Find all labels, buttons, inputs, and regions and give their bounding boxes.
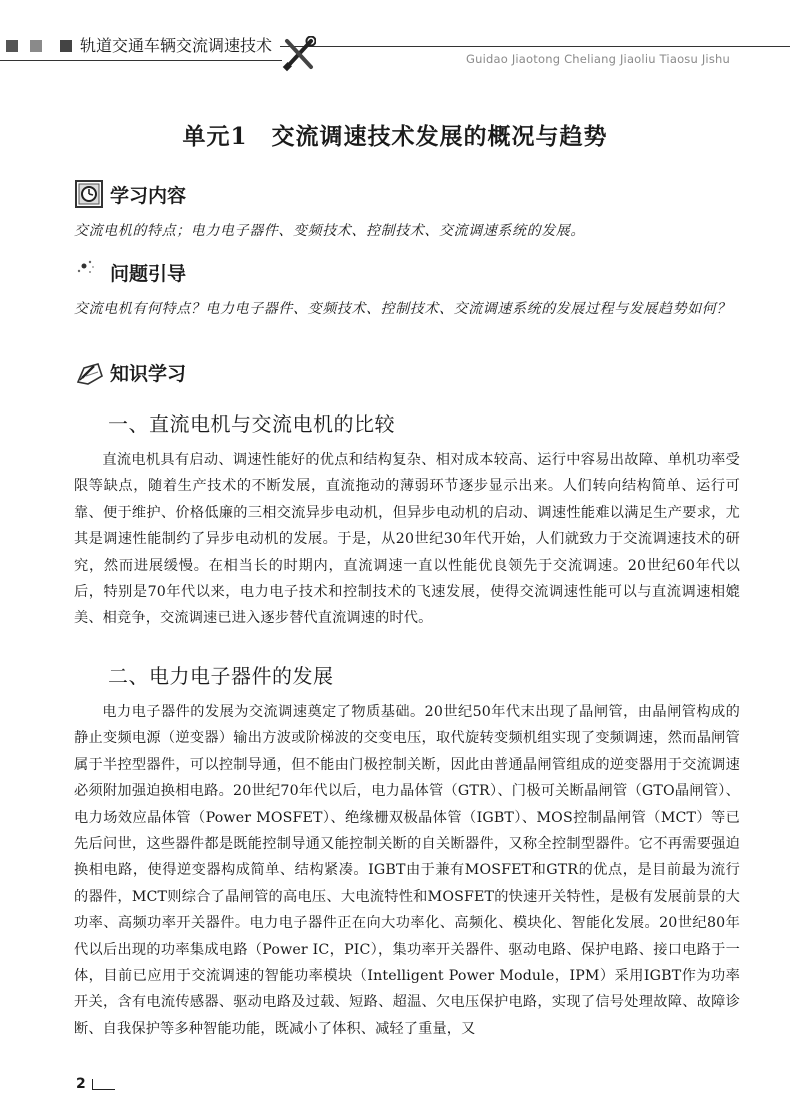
question-guide-text: 交流电机有何特点？电力电子器件、变频技术、控制技术、交流调速系统的发展过程与发展趋势如何？ — [74, 301, 731, 317]
page-number — [76, 1076, 115, 1092]
question-guide-label: 问题引导 — [110, 263, 187, 285]
book-title: 轨道交通车辆交流调速技术 — [80, 36, 273, 55]
sparkle-icon — [74, 256, 106, 288]
header-square — [60, 40, 72, 52]
running-header — [0, 36, 790, 86]
section-1-heading: 一、直流电机与交流电机的比较 — [108, 412, 395, 436]
unit-title: 单元1 交流调速技术发展的概况与趋势 — [182, 123, 608, 150]
learning-content-label: 学习内容 — [110, 185, 187, 207]
knowledge-label: 知识学习 — [110, 363, 187, 385]
header-square — [30, 40, 42, 52]
wrench-screwdriver-icon — [282, 36, 316, 72]
section-2-paragraph: 电力电子器件的发展为交流调速奠定了物质基础。20世纪50年代末出现了晶闸管，由晶闸管构成的静止变频电源（逆变器）输出方波或阶梯波的交变电压，取代旋转变频机组实现了变频调速，然而晶闸管属于半控型器件，可以控制导通，但不能由门极控制关断，因此由普通晶闸管组成的逆变器用于交流调速必须附加强迫换相电路。20世纪70年代以后，电力晶体管（GTR）、门极可关断晶闸管（GTO晶闸管）、电力场效应晶体管（Power MOSFET）、绝缘栅双极晶体管（IGBT）、MOS控制晶闸管（MCT）等已先后问世，这些器件都是既能控制导通又能控制关断的自关断器件，又称全控制型器件。它不再需要强迫换相电路，使得逆变器构成简单、结构紧凑。IGBT由于兼有MOSFET和GTR的优点，是目前最为流行的器件，MCT则综合了晶闸管的高电压、大电流特性和MOSFET的快速开关特性，是极有发展前景的大功率、高频功率开关器件。电力电子器件正在向大功率化、高频化、模块化、智能化发展。20世纪80年代以后出现的功率集成电路（Power IC，PIC），集功率开关器件、驱动电路、保护电路、接口电路于一体，目前已应用于交流调速的智能功率模块（Intelligent Power Module，IPM）采用IGBT作为功率开关，含有电流传感器、驱动电路及过载、短路、超温、欠电压保护电路，实现了信号处理故障、故障诊断、自我保护等多种智能功能，既减小了体积、减轻了重量，又 — [74, 704, 740, 1037]
header-rule-left — [0, 60, 282, 61]
section-2-heading: 二、电力电子器件的发展 — [108, 664, 334, 688]
page-number-mark — [92, 1079, 115, 1090]
learning-content-text: 交流电机的特点；电力电子器件、变频技术、控制技术、交流调速系统的发展。 — [74, 223, 585, 239]
section-1-paragraph: 直流电机具有启动、调速性能好的优点和结构复杂、相对成本较高、运行中容易出故障、单机功率受限等缺点，随着生产技术的不断发展，直流拖动的薄弱环节逐步显示出来。人们转向结构简单、运行可靠、便于维护、价格低廉的三相交流异步电动机，但异步电动机的启动、调速性能难以满足生产要求，尤其是调速性能制约了异步电动机的发展。于是，从20世纪30年代开始，人们就致力于交流调速技术的研究，然而进展缓慢。在相当长的时期内，直流调速一直以性能优良领先于交流调速。20世纪60年代以后，特别是70年代以来，电力电子技术和控制技术的飞速发展，使得交流调速性能可以与直流调速相媲美、相竞争，交流调速已进入逐步替代直流调速的时代。 — [74, 452, 740, 627]
pencil-paper-icon — [74, 356, 106, 388]
header-square — [6, 40, 18, 52]
clock-board-icon — [74, 178, 106, 210]
page-number-text: 2 — [76, 1076, 86, 1092]
header-rule-right — [280, 46, 790, 47]
pinyin-title: Guidao Jiaotong Cheliang Jiaoliu Tiaosu Jishu — [465, 52, 730, 66]
